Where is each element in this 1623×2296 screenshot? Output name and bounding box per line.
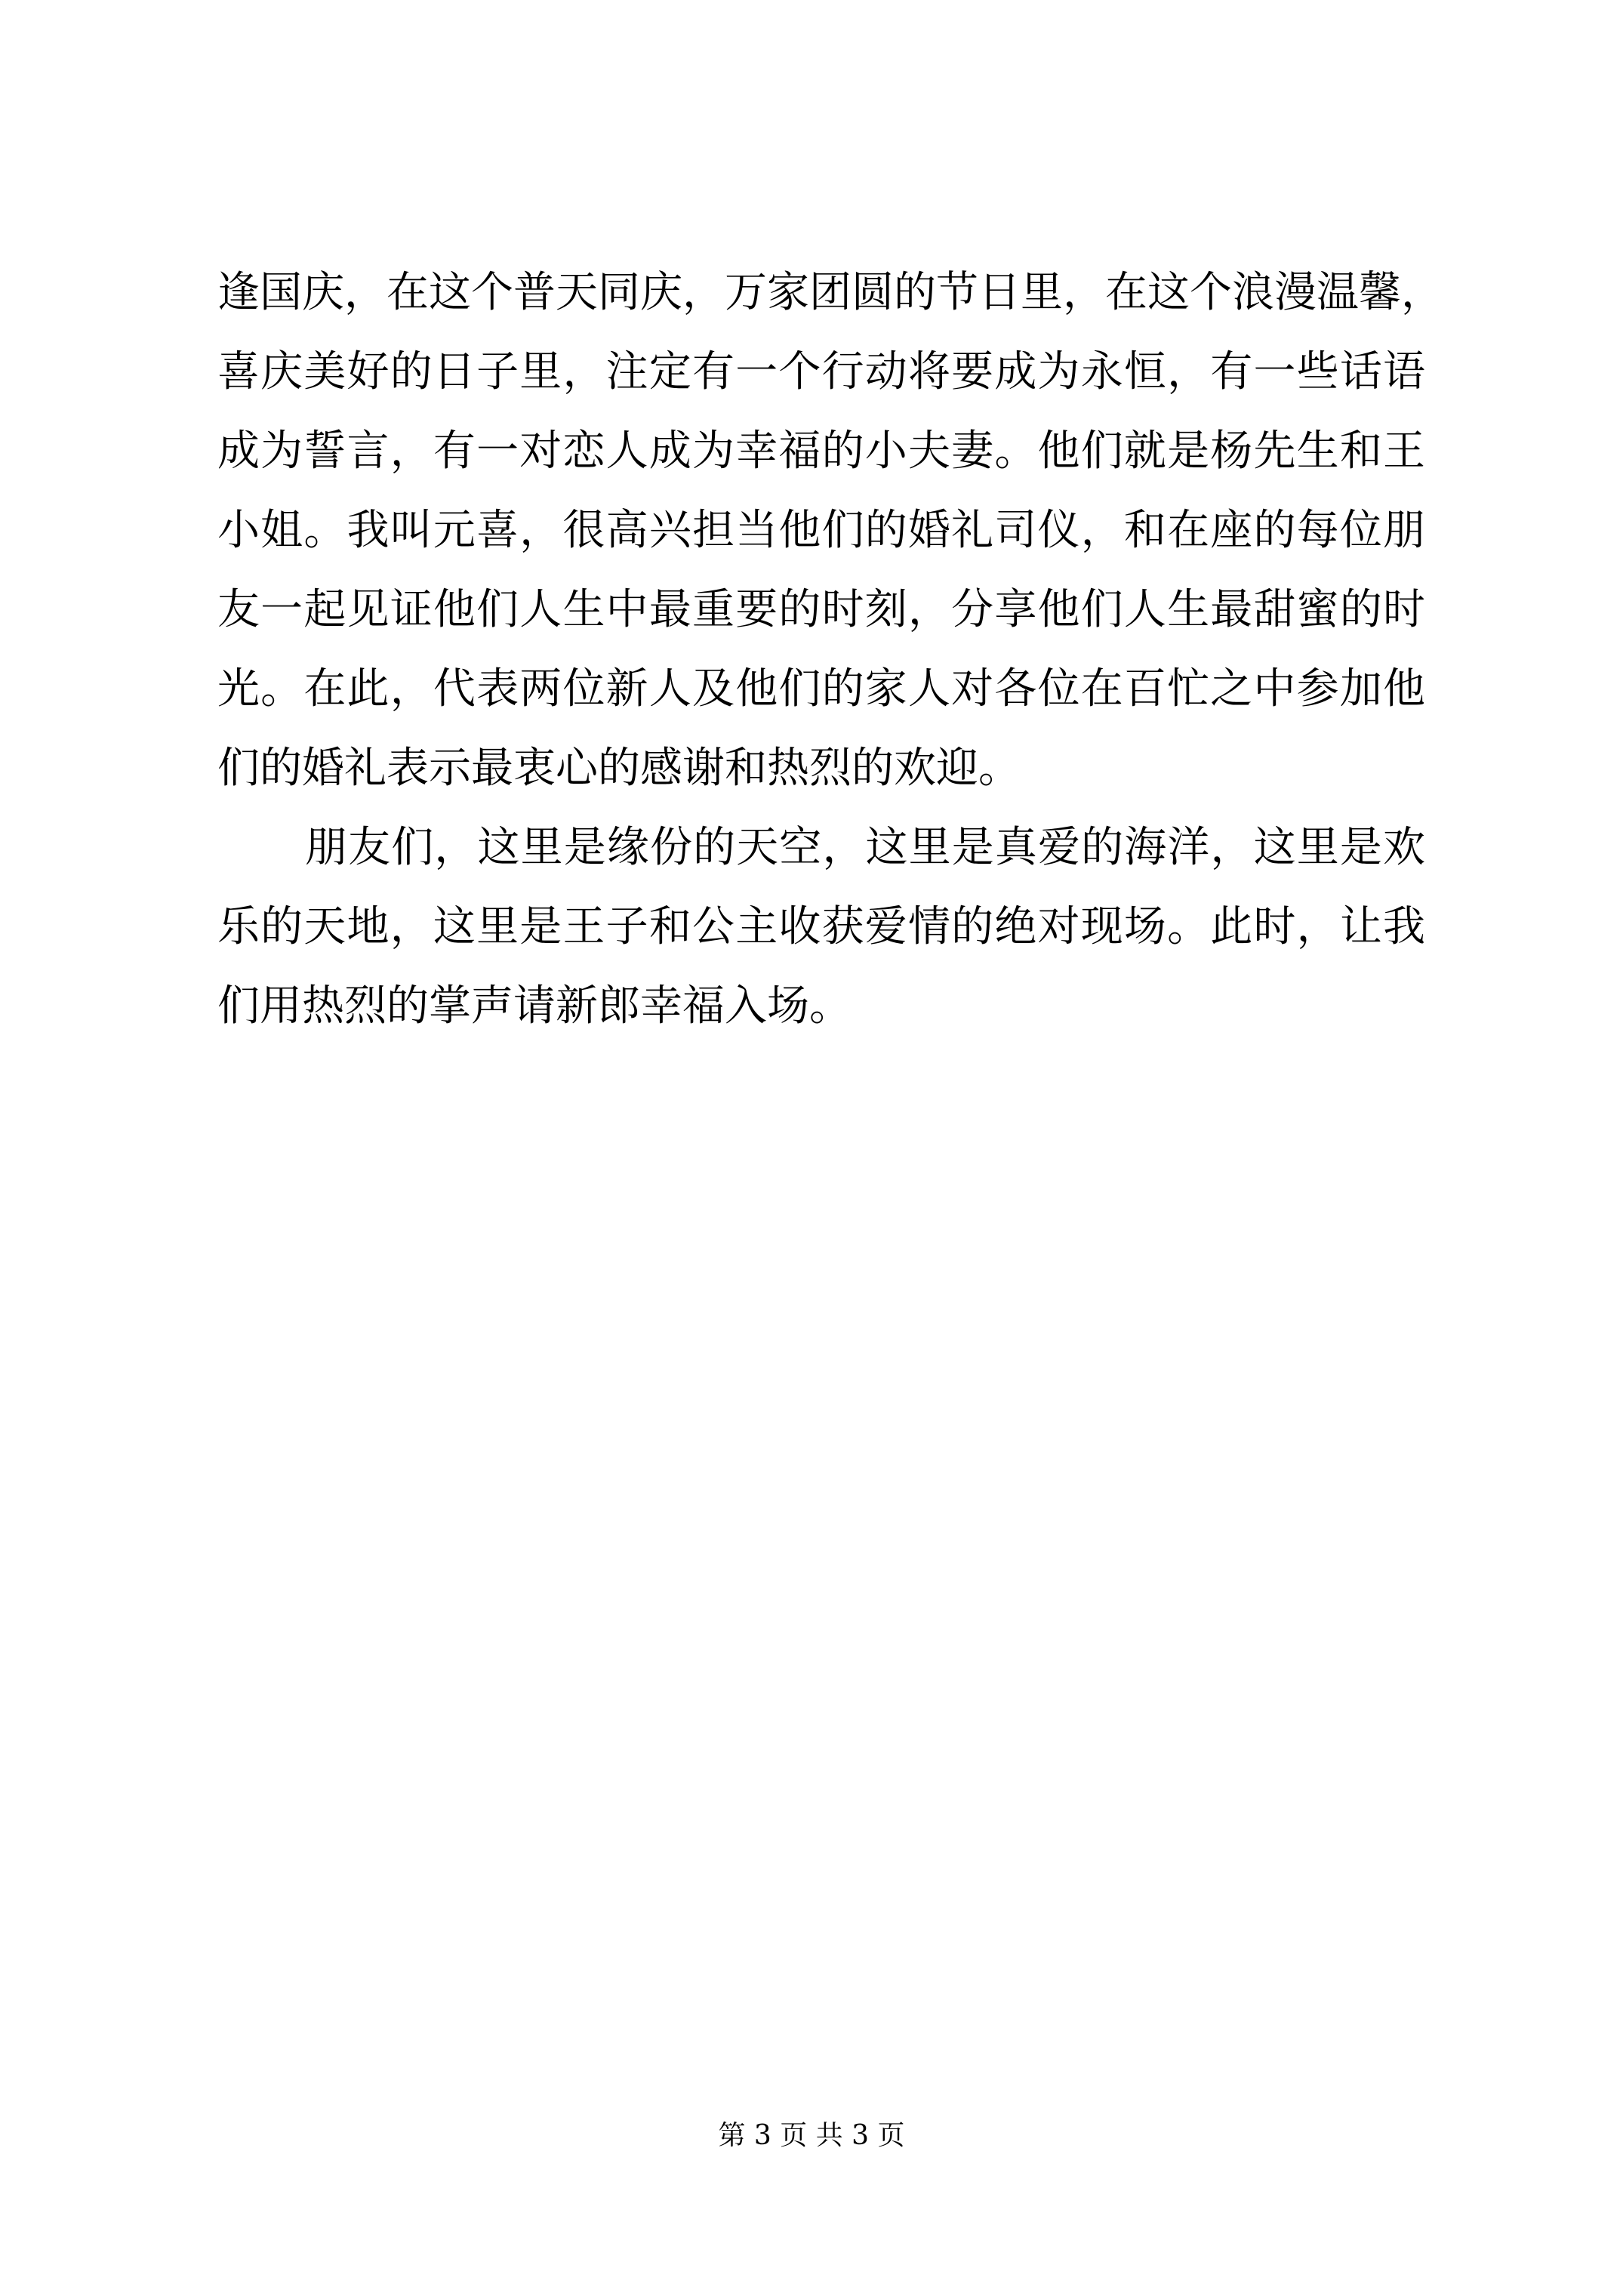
paragraph-1-line-6: 光。在此，代表两位新人及他们的家人对各位在百忙之中参加他 (217, 664, 1425, 713)
paragraph-1-line-3: 成为誓言，有一对恋人成为幸福的小夫妻。他们就是杨先生和王 (217, 427, 1425, 476)
page-footer: 第 3 页 共 3 页 (718, 2120, 905, 2151)
paragraph-1-line-5: 友一起见证他们人生中最重要的时刻，分享他们人生最甜蜜的时 (217, 585, 1425, 634)
paragraph-2-line-2: 乐的天地，这里是王子和公主收获爱情的绝对现场。此时，让我 (217, 902, 1425, 951)
paragraph-1-line-4: 小姐。我叫元喜，很高兴担当他们的婚礼司仪，和在座的每位朋 (217, 506, 1425, 555)
paragraph-1-line-2: 喜庆美好的日子里，注定有一个行动将要成为永恒，有一些话语 (217, 347, 1425, 396)
paragraph-1-line-7: 们的婚礼表示最衷心的感谢和热烈的欢迎。 (217, 744, 1021, 793)
paragraph-2-line-1: 朋友们，这里是缘份的天空，这里是真爱的海洋，这里是欢 (305, 823, 1425, 872)
paragraph-2-line-3: 们用热烈的掌声请新郎幸福入场。 (217, 982, 852, 1031)
document-body (217, 253, 1443, 1046)
paragraph-1-line-1: 逢国庆，在这个普天同庆，万家团圆的节日里，在这个浪漫温馨， (217, 268, 1443, 317)
